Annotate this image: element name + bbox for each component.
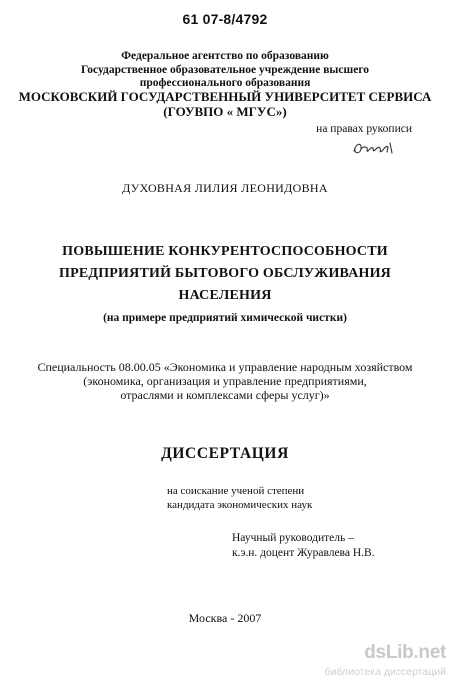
thesis-subtitle: (на примере предприятий химической чистки) — [103, 312, 347, 324]
document-number: 61 07-8/4792 — [182, 11, 268, 27]
watermark-caption: библиотека диссертаций — [324, 666, 446, 678]
institution-line-2: профессионального образования — [139, 77, 311, 89]
specialty-line-1: Специальность 08.00.05 «Экономика и управление народным хозяйством — [37, 360, 413, 374]
degree-line-1: на соискание ученой степени — [167, 485, 305, 497]
university-name: МОСКОВСКИЙ ГОСУДАРСТВЕННЫЙ УНИВЕРСИТЕТ СЕРВИСА — [18, 89, 432, 104]
thesis-title-line-2: ПРЕДПРИЯТИЙ БЫТОВОГО ОБСЛУЖИВАНИЯ — [59, 266, 391, 281]
university-abbreviation: (ГОУВПО « МГУС») — [163, 104, 287, 119]
signature-handwritten — [350, 137, 398, 159]
degree-line-2: кандидата экономических наук — [167, 499, 313, 511]
city-year: Москва - 2007 — [188, 611, 262, 625]
agency-name: Федеральное агентство по образованию — [121, 50, 329, 62]
specialty-line-3: отраслями и комплексами сферы услуг)» — [120, 388, 330, 402]
document-type-heading: ДИССЕРТАЦИЯ — [161, 445, 289, 462]
institution-line-1: Государственное образовательное учреждение высшего — [80, 64, 370, 76]
watermark-logo: dsLib.net — [364, 642, 446, 663]
thesis-title-line-3: НАСЕЛЕНИЯ — [178, 288, 272, 303]
manuscript-rights: на правах рукописи — [316, 123, 412, 135]
specialty-line-2: (экономика, организация и управление предприятиями, — [83, 374, 367, 388]
watermark — [324, 642, 450, 686]
author-name: ДУХОВНАЯ ЛИЛИЯ ЛЕОНИДОВНА — [122, 181, 328, 195]
thesis-title-line-1: ПОВЫШЕНИЕ КОНКУРЕНТОСПОСОБНОСТИ — [62, 244, 388, 259]
supervisor-label: Научный руководитель – — [232, 532, 354, 544]
supervisor-name: к.э.н. доцент Журавлева Н.В. — [232, 547, 375, 559]
